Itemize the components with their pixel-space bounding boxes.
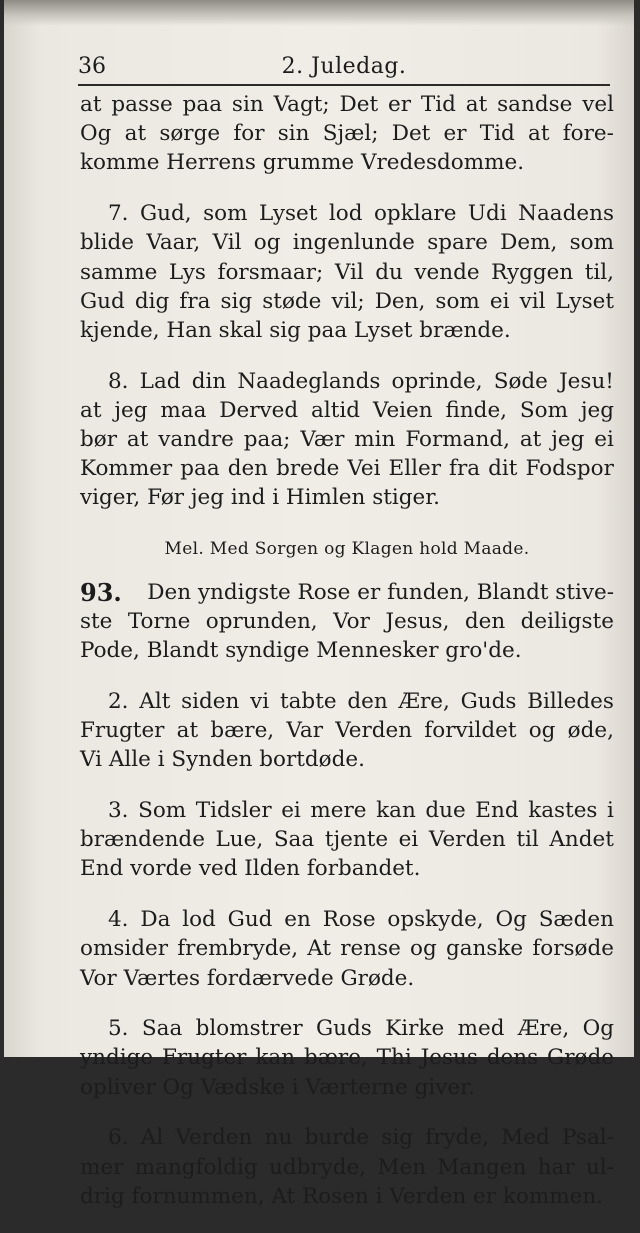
word: sig: [220, 288, 253, 314]
word: nu: [264, 1125, 293, 1151]
word: som: [203, 201, 248, 227]
word: at: [176, 718, 199, 744]
word: Som: [519, 397, 568, 423]
word: Jesu!: [559, 368, 614, 394]
word: paa: [180, 456, 220, 482]
word: dig: [134, 288, 170, 314]
word: spare: [427, 230, 488, 256]
word: blide: [80, 230, 135, 256]
word: Al: [140, 1125, 164, 1151]
word: kan: [376, 798, 416, 824]
word: Det: [391, 121, 431, 147]
word: Guds: [316, 1016, 372, 1042]
page-top-shadow: [4, 0, 634, 26]
word: støde: [262, 288, 322, 314]
text-line: Den yndigste Rose er funden, Blandt stive-: [147, 579, 614, 605]
word: Med: [501, 1125, 550, 1151]
word: Psal-: [562, 1125, 614, 1151]
word: Verden: [335, 718, 413, 744]
word: jeg: [114, 397, 148, 423]
hymn-number: 93.: [80, 577, 122, 607]
text-line: komme Herrens grumme Vredesdomme.: [80, 150, 525, 176]
word: oprunden,: [205, 609, 318, 635]
word: Lys: [168, 259, 206, 285]
word: Kommer: [80, 456, 173, 482]
word: paa;: [243, 427, 291, 453]
word: ul-: [585, 1154, 614, 1180]
word: At: [307, 936, 332, 962]
word: forsmaar;: [217, 259, 324, 285]
word: Var: [286, 718, 323, 744]
word: Gud,: [140, 201, 192, 227]
text-line: [80, 425, 614, 454]
word: 3.: [108, 798, 129, 824]
word: er: [443, 121, 467, 147]
melody-note: Mel. Med Sorgen og Klagen hold Maade.: [164, 538, 530, 559]
word: at: [528, 121, 550, 147]
word: Gud: [80, 288, 125, 314]
word: at: [126, 427, 149, 453]
word: du: [375, 259, 403, 285]
word: sig: [381, 1125, 413, 1151]
word: vandre: [158, 427, 234, 453]
word: i: [607, 798, 614, 824]
word: at: [80, 397, 102, 423]
text-line: [80, 119, 614, 148]
word: Jesus: [420, 1045, 478, 1071]
word: ganske: [445, 936, 524, 962]
word: 4.: [108, 907, 129, 933]
hymn-first-line: [80, 578, 614, 607]
word: brændende: [80, 827, 205, 853]
word: Verden: [175, 1125, 253, 1151]
word: Tid: [479, 121, 515, 147]
word: altid: [311, 397, 361, 423]
word: deiligste: [520, 609, 614, 635]
word: mere: [310, 798, 367, 824]
text-line: [80, 258, 614, 287]
word: er: [388, 92, 412, 117]
word: at: [465, 92, 488, 117]
word: 2.: [108, 688, 129, 714]
word: mer: [80, 1154, 124, 1180]
word: bør: [80, 427, 117, 453]
text-line: viger, Før jeg ind i Himlen stiger.: [80, 485, 440, 511]
word: forsøde: [532, 936, 614, 962]
word: Lyset: [555, 288, 614, 314]
word: Sjæl;: [322, 121, 379, 147]
text-line: [80, 1153, 614, 1182]
text-line: [80, 287, 614, 316]
word: til: [516, 827, 539, 853]
word: brede: [276, 456, 340, 482]
word: dit: [488, 456, 518, 482]
text-line: [80, 716, 614, 745]
word: opskyde,: [387, 907, 484, 933]
word: Naadeglands: [237, 368, 381, 394]
word: sin: [231, 92, 264, 117]
text-line: [80, 934, 614, 963]
word: Vor: [333, 609, 370, 635]
text-line: [80, 228, 614, 257]
word: Ære,: [398, 688, 450, 714]
text-line: [80, 1014, 614, 1043]
word: har: [537, 1154, 575, 1180]
word: Vagt;: [273, 92, 330, 117]
text-line: [80, 825, 614, 854]
page-body: [80, 90, 614, 1233]
text-line: [80, 90, 614, 119]
word: og: [528, 718, 556, 744]
word: fra: [449, 456, 481, 482]
word: bære,: [303, 1045, 368, 1071]
word: mangfoldig: [134, 1154, 258, 1180]
word: ingenlunde: [292, 230, 415, 256]
word: Torne: [127, 609, 191, 635]
word: med: [457, 1016, 505, 1042]
text-line: [80, 1123, 614, 1152]
word: øde,: [567, 718, 614, 744]
word: vel: [582, 92, 614, 117]
word: kastes: [528, 798, 598, 824]
word: Saa: [273, 827, 315, 853]
word: Det: [339, 92, 379, 117]
word: den: [464, 609, 506, 635]
word: sandse: [497, 92, 573, 117]
word: og: [410, 936, 437, 962]
word: dens: [486, 1045, 539, 1071]
word: den: [347, 688, 388, 714]
text-line: [80, 905, 614, 934]
word: Vaar,: [146, 230, 201, 256]
word: Rose: [322, 907, 376, 933]
word: din: [191, 368, 227, 394]
word: til,: [584, 259, 614, 285]
word: den: [227, 456, 269, 482]
word: omsider: [80, 936, 169, 962]
word: Fodspor: [525, 456, 614, 482]
word: Men: [377, 1154, 427, 1180]
running-title: 2. Juledag.: [281, 54, 407, 79]
word: siden: [181, 688, 240, 714]
word: ei: [594, 427, 614, 453]
word: yndige: [80, 1045, 154, 1071]
word: Grøde: [547, 1045, 614, 1071]
word: Dem,: [500, 230, 558, 256]
word: Tidsler: [195, 798, 272, 824]
text-line: drig fornummen, At Rosen i Verden er kommen.: [80, 1183, 604, 1209]
word: Veien: [372, 397, 433, 423]
word: paa: [182, 92, 223, 117]
word: vi: [250, 688, 270, 714]
word: og: [253, 230, 281, 256]
word: Som: [138, 798, 187, 824]
word: Thi: [376, 1045, 412, 1071]
word: Og: [80, 121, 112, 147]
word: 5.: [108, 1016, 129, 1042]
word: oprinde,: [391, 368, 483, 394]
text-line: [80, 454, 614, 483]
word: fra: [179, 288, 211, 314]
word: en: [284, 907, 311, 933]
word: at: [124, 121, 147, 147]
word: jeg: [551, 427, 585, 453]
text-line: [80, 199, 614, 228]
word: finde,: [445, 397, 508, 423]
word: vil: [519, 288, 546, 314]
word: frembryde,: [177, 936, 299, 962]
word: Frugter: [80, 718, 165, 744]
word: Alt: [139, 688, 171, 714]
word: Vær: [300, 427, 345, 453]
word: ei: [398, 827, 419, 853]
word: Kirke: [385, 1016, 445, 1042]
word: Og: [495, 907, 527, 933]
word: opklare: [373, 201, 457, 227]
word: ei: [489, 288, 510, 314]
word: Vil: [334, 259, 364, 285]
word: at: [80, 92, 102, 117]
page-number: 36: [78, 54, 106, 79]
word: lod: [182, 907, 216, 933]
word: Verden: [428, 827, 506, 853]
word: Billedes: [527, 688, 614, 714]
page-header: [78, 54, 610, 86]
text-line: [80, 796, 614, 825]
word: due: [425, 798, 466, 824]
text-line: [80, 687, 614, 716]
word: rense: [340, 936, 401, 962]
text-line: Vor Værtes fordærvede Grøde.: [80, 965, 415, 991]
word: Andet: [549, 827, 614, 853]
word: fryde,: [425, 1125, 489, 1151]
word: fore-: [562, 121, 614, 147]
word: maa: [160, 397, 207, 423]
word: Vei: [347, 456, 381, 482]
word: udbryde,: [269, 1154, 367, 1180]
word: samme: [80, 259, 158, 285]
word: kan: [255, 1045, 296, 1071]
word: Lue,: [215, 827, 264, 853]
word: Sæden: [538, 907, 614, 933]
word: burde: [304, 1125, 370, 1151]
word: som: [569, 230, 614, 256]
word: 8.: [108, 368, 129, 394]
word: vil;: [331, 288, 365, 314]
word: Ære,: [517, 1016, 570, 1042]
text-line: kjende, Han skal sig paa Lyset brænde.: [80, 317, 511, 343]
word: lod: [328, 201, 363, 227]
word: 7.: [108, 201, 129, 227]
word: Den,: [374, 288, 426, 314]
text-line: Pode, Blandt syndige Mennesker gro'de.: [80, 638, 522, 664]
word: End: [475, 798, 519, 824]
word: ste: [80, 609, 113, 635]
word: Søde: [493, 368, 548, 394]
word: bære,: [210, 718, 275, 744]
word: at: [519, 427, 542, 453]
word: Guds: [460, 688, 517, 714]
word: Tid: [420, 92, 456, 117]
word: 6.: [108, 1125, 129, 1151]
word: Eller: [388, 456, 441, 482]
text-line: [80, 1043, 614, 1072]
word: Udi: [467, 201, 507, 227]
text-line: [80, 607, 614, 636]
text-line: opliver Og Vædske i Værterne giver.: [80, 1074, 475, 1100]
word: Lyset: [258, 201, 318, 227]
text-line: [80, 367, 614, 396]
word: Ryggen: [491, 259, 574, 285]
word: Saa: [141, 1016, 183, 1042]
word: for: [233, 121, 265, 147]
word: tabte: [279, 688, 337, 714]
word: min: [354, 427, 396, 453]
word: vende: [414, 259, 480, 285]
word: Lad: [139, 368, 181, 394]
word: blomstrer: [195, 1016, 303, 1042]
word: forvildet: [424, 718, 517, 744]
text-line: Vi Alle i Synden bortdøde.: [80, 747, 365, 773]
text-line: End vorde ved Ilden forbandet.: [80, 856, 421, 882]
word: ei: [281, 798, 301, 824]
word: Vil: [212, 230, 242, 256]
word: som: [435, 288, 480, 314]
book-page: [4, 0, 634, 1209]
word: passe: [111, 92, 173, 117]
word: tjente: [324, 827, 389, 853]
word: Mangen: [437, 1154, 527, 1180]
word: Jesus,: [385, 609, 450, 635]
word: Da: [140, 907, 171, 933]
text-line: [80, 396, 614, 425]
word: Og: [582, 1016, 614, 1042]
word: jeg: [580, 397, 614, 423]
word: Formand,: [405, 427, 510, 453]
word: Derved: [219, 397, 299, 423]
word: sørge: [159, 121, 221, 147]
word: Frugter: [162, 1045, 247, 1071]
word: Naadens: [518, 201, 614, 227]
word: sin: [277, 121, 310, 147]
word: Gud: [227, 907, 273, 933]
